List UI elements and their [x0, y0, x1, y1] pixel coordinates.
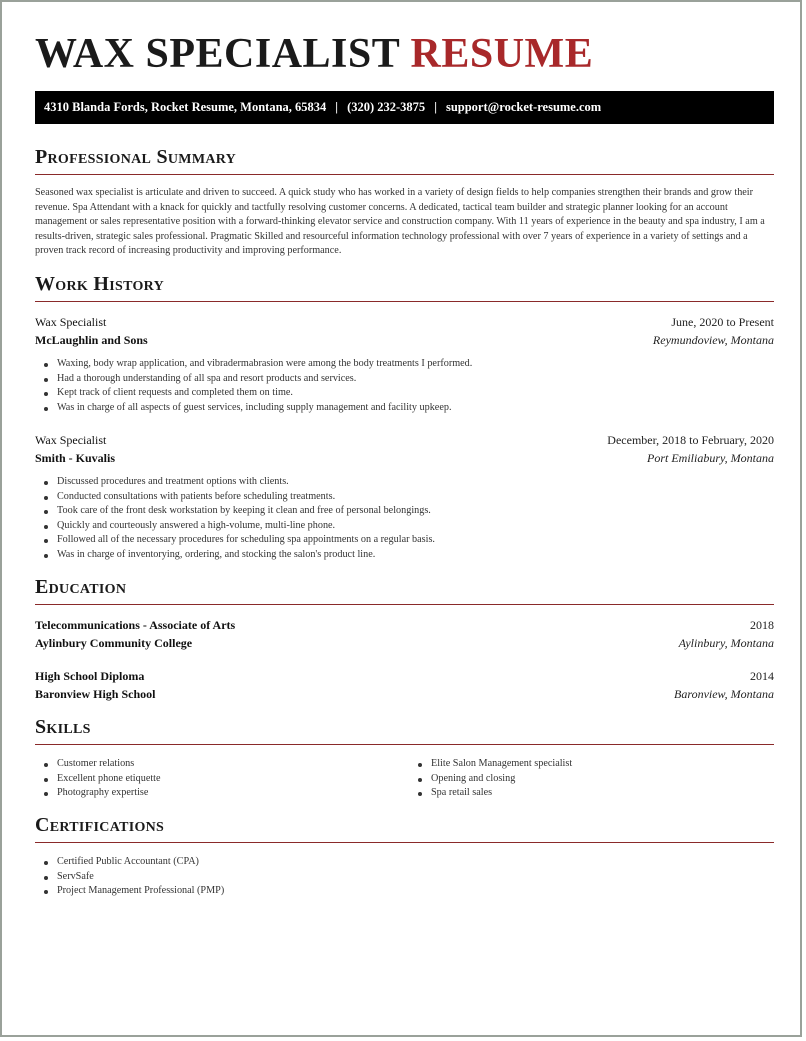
education-school-row — [35, 685, 774, 703]
contact-separator: | — [434, 100, 437, 114]
job-dates: December, 2018 to February, 2020 — [607, 432, 774, 447]
job-company: Smith - Kuvalis — [35, 450, 116, 465]
job-location: Port Emiliabury, Montana — [647, 450, 774, 465]
list-item: Excellent phone etiquette — [35, 772, 161, 787]
job-header — [35, 313, 774, 331]
skills-list-right — [409, 757, 572, 801]
education-degree: Telecommunications - Associate of Arts — [35, 617, 236, 632]
list-item: Spa retail sales — [409, 786, 572, 801]
education-year: 2018 — [750, 617, 774, 632]
skills-heading: Skills — [35, 716, 774, 745]
certifications-list — [35, 855, 224, 899]
education-heading: Education — [35, 576, 774, 605]
education-school: Aylinbury Community College — [35, 635, 193, 650]
contact-bar — [35, 91, 774, 124]
job-title: Wax Specialist — [35, 432, 107, 447]
list-item: ServSafe — [35, 870, 224, 885]
list-item: Project Management Professional (PMP) — [35, 884, 224, 899]
skills-list-left — [35, 757, 161, 801]
title-accent: RESUME — [410, 31, 594, 77]
contact-phone[interactable]: (320) 232-3875 — [347, 100, 426, 114]
job-title: Wax Specialist — [35, 314, 107, 329]
education-location: Aylinbury, Montana — [678, 635, 774, 650]
job-company: McLaughlin and Sons — [35, 332, 148, 347]
job-dates: June, 2020 to Present — [671, 314, 774, 329]
education-school-row — [35, 634, 774, 652]
list-item: Was in charge of inventorying, ordering, and stocking the salon's product line. — [35, 548, 435, 563]
education-year: 2014 — [750, 668, 774, 683]
list-item: Opening and closing — [409, 772, 572, 787]
list-item: Conducted consultations with patients before scheduling treatments. — [35, 490, 435, 505]
education-header — [35, 616, 774, 634]
education-degree: High School Diploma — [35, 668, 145, 683]
list-item: Waxing, body wrap application, and vibradermabrasion were among the body treatments I performed. — [35, 357, 472, 372]
job-bullets — [35, 475, 435, 563]
contact-email[interactable]: support@rocket-resume.com — [445, 100, 602, 114]
list-item: Discussed procedures and treatment options with clients. — [35, 475, 435, 490]
list-item: Photography expertise — [35, 786, 161, 801]
summary-text: Seasoned wax specialist is articulate and driven to succeed. A quick study who has worked in a variety of design fields to help companies strengthen their brands and grow their revenue. Spa Attendant with a knack for quickly and tactfully resolving customer concerns. A dedicated, tactical team builder and strategic planner looking for an account management or sales representative position with a forward-thinking elevator service and construction company. With 11 years of experience in the beauty and spa industry, I am a results-driven, strategic sales professional. Pragmatic Skilled and resourceful information technology professional with over 7 years of experience in a variety of settings and a proven track record of increasing productivity and improving performance. — [35, 187, 765, 257]
job-header — [35, 431, 774, 449]
job-location: Reymundoview, Montana — [652, 332, 774, 347]
list-item: Customer relations — [35, 757, 161, 772]
work-history-heading: Work History — [35, 273, 774, 302]
job-employer — [35, 449, 774, 467]
resume-title — [35, 30, 593, 78]
certifications-heading: Certifications — [35, 814, 774, 843]
contact-address: 4310 Blanda Fords, Rocket Resume, Montana, 65834 — [44, 100, 327, 114]
list-item: Was in charge of all aspects of guest services, including supply management and facility upkeep. — [35, 401, 472, 416]
job-bullets — [35, 357, 472, 415]
list-item: Certified Public Accountant (CPA) — [35, 855, 224, 870]
education-school: Baronview High School — [35, 686, 156, 701]
job-employer — [35, 331, 774, 349]
education-header — [35, 667, 774, 685]
list-item: Elite Salon Management specialist — [409, 757, 572, 772]
list-item: Quickly and courteously answered a high-volume, multi-line phone. — [35, 519, 435, 534]
list-item: Kept track of client requests and completed them on time. — [35, 386, 472, 401]
summary-heading: Professional Summary — [35, 146, 774, 175]
title-main: WAX SPECIALIST — [35, 31, 400, 77]
list-item: Took care of the front desk workstation by keeping it clean and free of personal belongings. — [35, 504, 435, 519]
education-location: Baronview, Montana — [674, 686, 774, 701]
list-item: Followed all of the necessary procedures for scheduling spa appointments on a regular basis. — [35, 533, 435, 548]
contact-separator: | — [335, 100, 339, 114]
list-item: Had a thorough understanding of all spa and resort products and services. — [35, 372, 472, 387]
